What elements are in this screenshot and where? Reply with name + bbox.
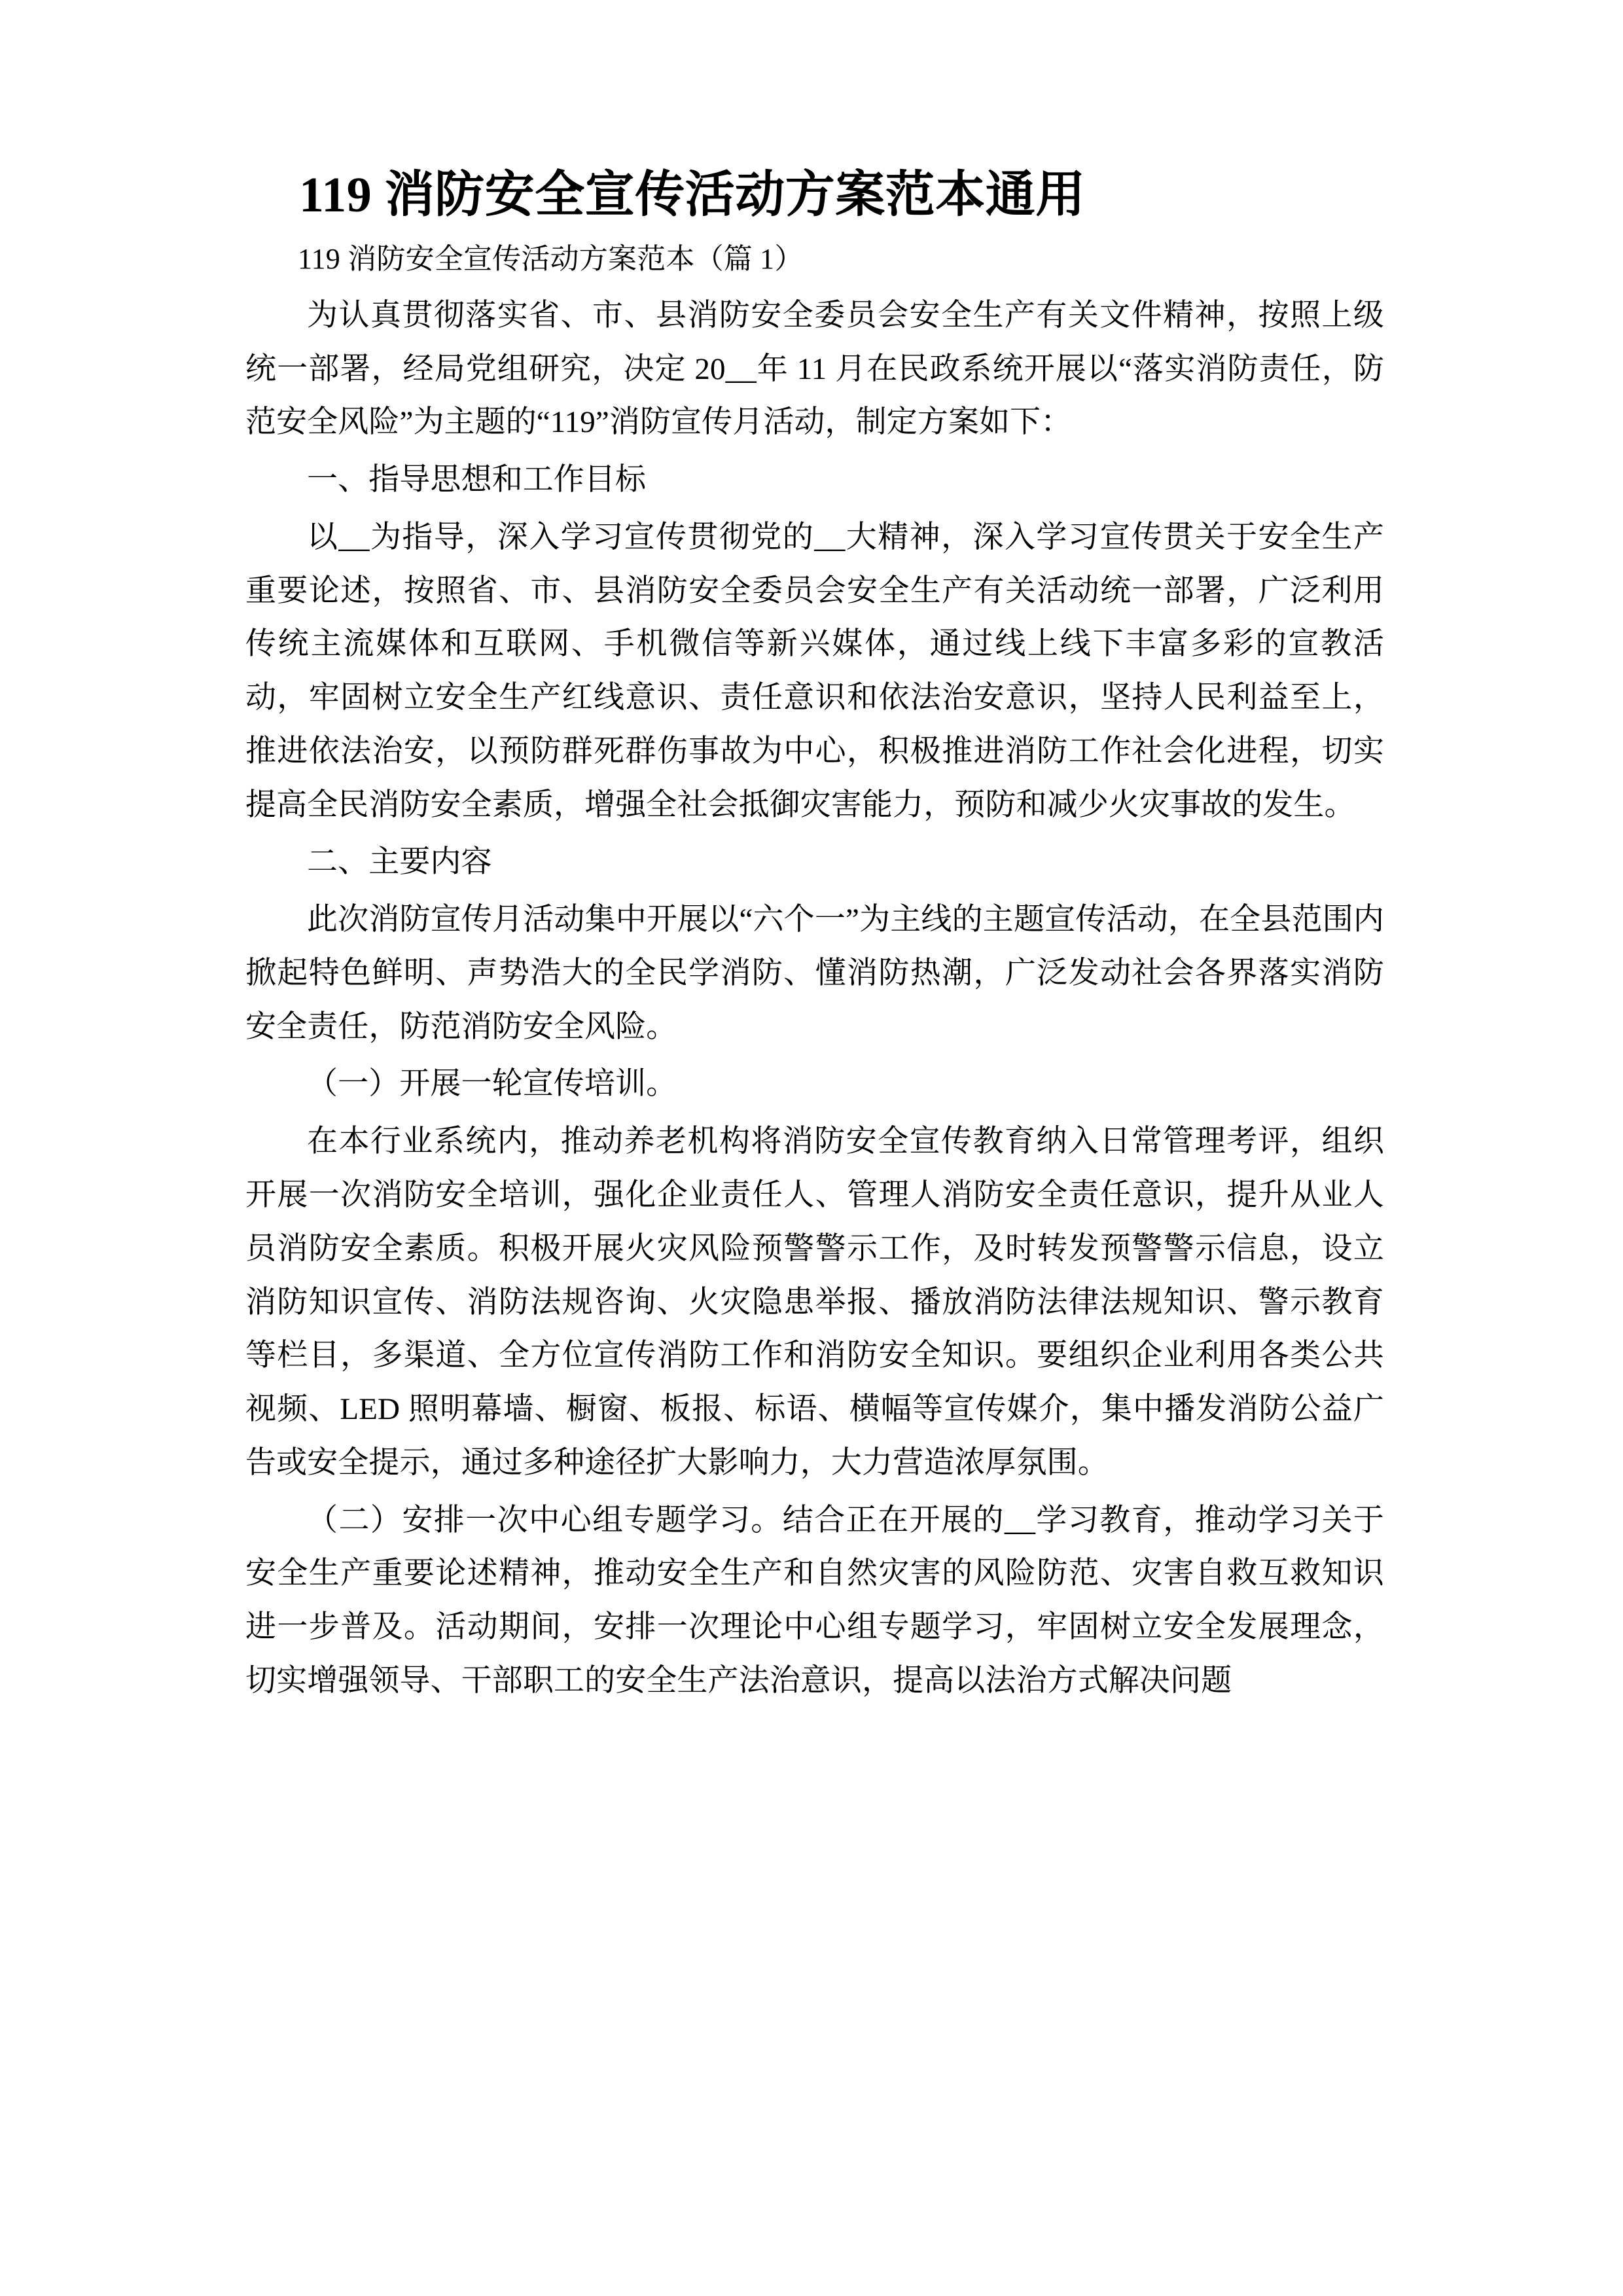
section-heading-2: 二、主要内容 <box>307 845 492 880</box>
page-title: 119 消防安全宣传活动方案范本通用 <box>299 168 1086 223</box>
section-1-body: 以__为指导，深入学习宣传贯彻党的__大精神，深入学习宣传贯关于安全生产重要论述，按照省、市、县消防安全委员会安全生产有关活动统一部署，广泛利用传统主流媒体和互联网、手机微信等新兴媒体，通过线上线下丰富多彩的宣教活动，牢固树立安全生产红线意识、责任意识和依法治安意识，坚持人民利益至上，推进依法治安，以预防群死群伤事故为中心，积极推进消防工作社会化进程，切实提高全民消防安全素质，增强全社会抵御灾害能力，预防和减少火灾事故的发生。 <box>245 520 1384 822</box>
subsection-2-body: （二）安排一次中心组专题学习。结合正在开展的__学习教育，推动学习关于安全生产重要论述精神，推动安全生产和自然灾害的风险防范、灾害自救互救知识进一步普及。活动期间，安排一次理论中心组专题学习，牢固树立安全发展理念，切实增强领导、干部职工的安全生产法治意识，提高以法治方式解决问题 <box>245 1503 1384 1698</box>
subsection-heading-1: （一）开展一轮宣传培训。 <box>307 1067 677 1102</box>
section-2-body: 此次消防宣传月活动集中开展以“六个一”为主线的主题宣传活动，在全县范围内掀起特色鲜明、声势浩大的全民学消防、懂消防热潮，广泛发动社会各界落实消防安全责任，防范消防安全风险。 <box>245 903 1384 1044</box>
document-content <box>245 164 1384 1708</box>
section-heading-1: 一、指导思想和工作目标 <box>307 463 647 497</box>
document-subtitle: 119 消防安全宣传活动方案范本（篇 1） <box>298 243 804 276</box>
subsection-1-body: 在本行业系统内，推动养老机构将消防安全宣传教育纳入日常管理考评，组织开展一次消防安全培训，强化企业责任人、管理人消防安全责任意识，提升从业人员消防安全素质。积极开展火灾风险预警警示工作，及时转发预警警示信息，设立消防知识宣传、消防法规咨询、火灾隐患举报、播放消防法律法规知识、警示教育等栏目，多渠道、全方位宣传消防工作和消防安全知识。要组织企业利用各类公共视频、LED 照明幕墙、橱窗、板报、标语、横幅等宣传媒介，集中播发消防公益广告或安全提示，通过多种途径扩大影响力，大力营造浓厚氛围。 <box>245 1124 1384 1480</box>
intro-paragraph: 为认真贯彻落实省、市、县消防安全委员会安全生产有关文件精神，按照上级统一部署，经局党组研究，决定 20__年 11 月在民政系统开展以“落实消防责任，防范安全风险”为主题的“119”消防宣传月活动，制定方案如下： <box>245 298 1384 440</box>
